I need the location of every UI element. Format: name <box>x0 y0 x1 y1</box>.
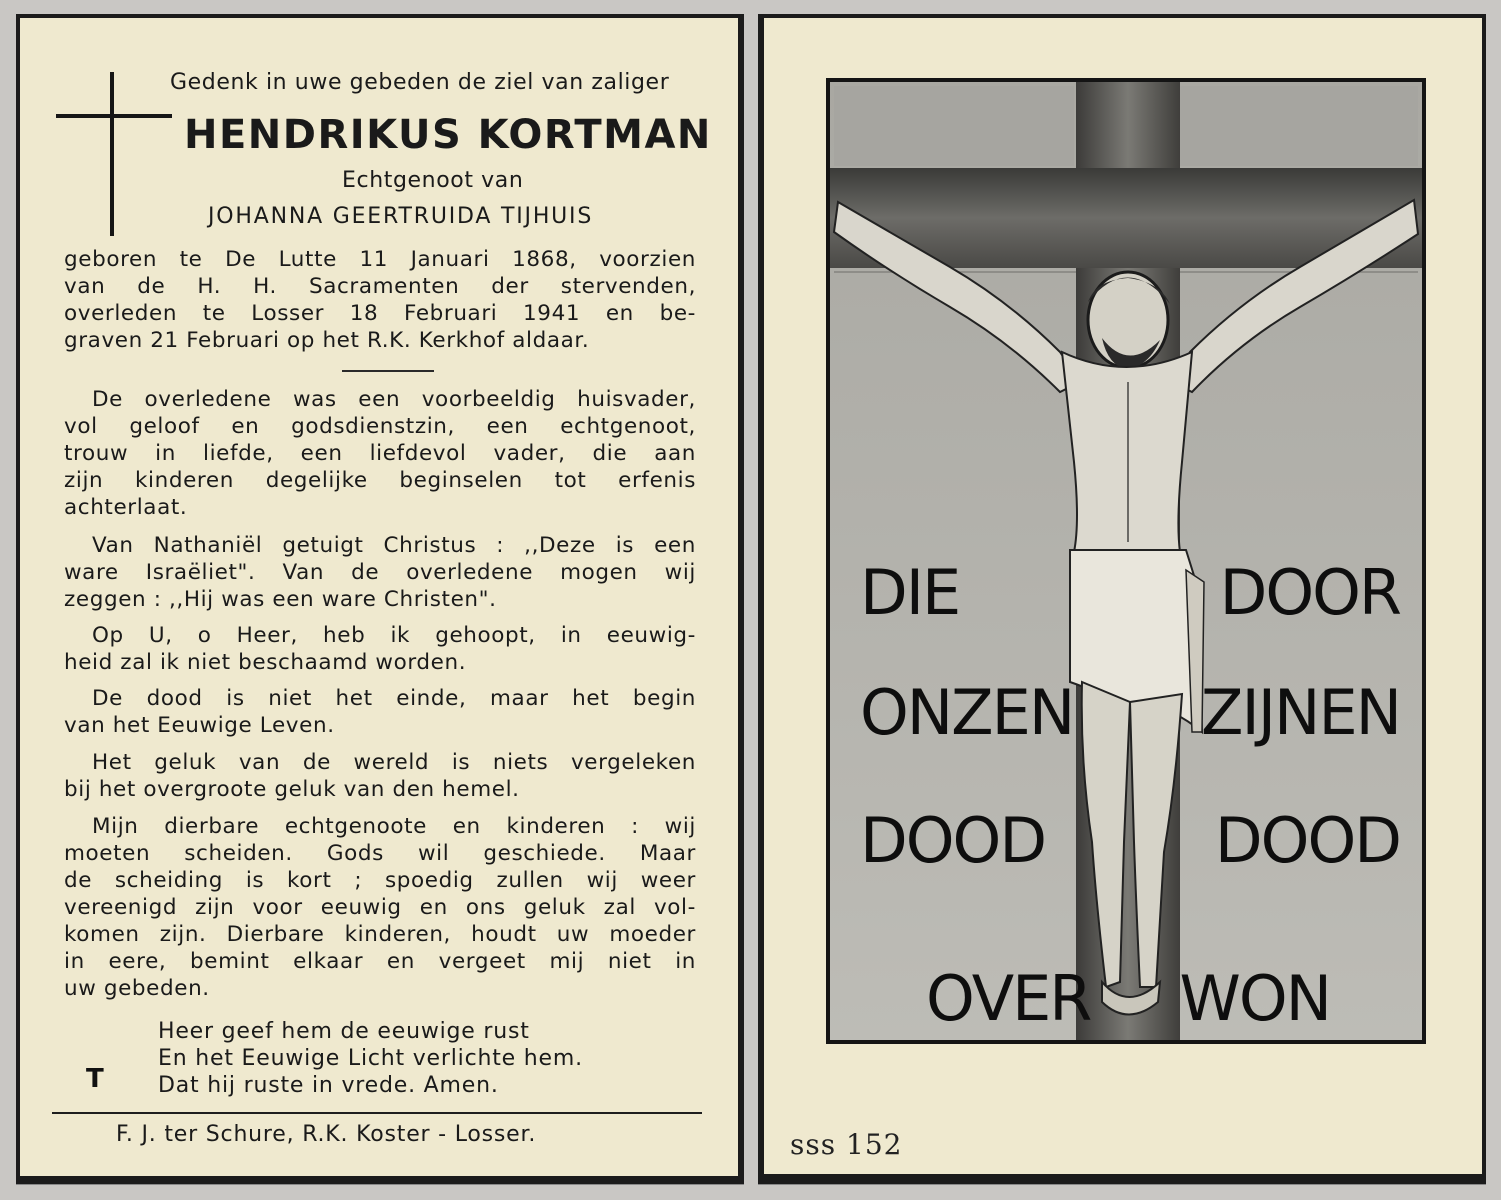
birth-death-paragraph <box>64 246 696 354</box>
text-line: zeggen : ,,Hij was een ware Christen". <box>64 587 497 612</box>
text-line: ware Israëliet". Van de overledene mogen wij <box>64 560 696 585</box>
divider <box>342 370 434 372</box>
crucifix-illustration <box>826 78 1426 1044</box>
prayer-line: Dat hij ruste in vrede. Amen. <box>158 1073 499 1098</box>
text-line: trouw in liefde, een liefdevol vader, die aan <box>64 441 696 466</box>
text-line: Mijn dierbare echtgenoote en kinderen : wij <box>92 814 696 839</box>
text-line: achterlaat. <box>64 495 188 520</box>
text-line: Het geluk van de wereld is niets vergeleken <box>92 750 696 775</box>
text-line: moeten scheiden. Gods wil geschiede. Maar <box>64 841 696 866</box>
word-onzen: ONZEN <box>860 676 1074 749</box>
word-door: DOOR <box>1219 556 1400 629</box>
small-cross-icon: T <box>86 1064 104 1094</box>
spouse-name: JOHANNA GEERTRUIDA TIJHUIS <box>208 204 594 229</box>
text-line: bij het overgroote geluk van den hemel. <box>64 777 520 802</box>
paragraph-4 <box>64 685 696 739</box>
card-code: sss 152 <box>790 1128 903 1161</box>
word-die: DIE <box>860 556 960 629</box>
word-won: WON <box>1179 962 1330 1035</box>
word-over: OVER <box>926 962 1091 1035</box>
closing-prayer <box>158 1018 583 1099</box>
memorial-card-image-side <box>758 14 1486 1184</box>
crucifix-image <box>830 82 1422 1040</box>
prayer-line: Heer geef hem de eeuwige rust <box>158 1019 530 1044</box>
text-line: komen zijn. Dierbare kinderen, houdt uw moeder <box>64 922 696 947</box>
text-line: Van Nathaniël getuigt Christus : ,,Deze is een <box>92 533 696 558</box>
paragraph-6 <box>64 813 696 1002</box>
text-line: van het Eeuwige Leven. <box>64 713 335 738</box>
word-dood-right: DOOD <box>1214 804 1400 877</box>
spouse-label: Echtgenoot van <box>342 168 524 193</box>
text-line: heid zal ik niet beschaamd worden. <box>64 650 467 675</box>
text-line: Op U, o Heer, heb ik gehoopt, in eeuwig- <box>92 623 696 648</box>
text-line: de scheiding is kort ; spoedig zullen wij weer <box>64 868 696 893</box>
birth-line: van de H. H. Sacramenten der stervenden, <box>64 274 696 299</box>
memorial-card-text-side <box>16 14 744 1184</box>
text-line: De dood is niet het einde, maar het begin <box>92 686 696 711</box>
birth-line: graven 21 Februari op het R.K. Kerkhof aldaar. <box>64 328 590 353</box>
prayer-line: En het Eeuwige Licht verlichte hem. <box>158 1046 583 1071</box>
text-line: vol geloof en godsdienstzin, een echtgenoot, <box>64 414 696 439</box>
paragraph-5 <box>64 749 696 803</box>
cross-icon-vertical <box>110 72 114 236</box>
deceased-name: HENDRIKUS KORTMAN <box>184 112 712 158</box>
birth-line: overleden te Losser 18 Februari 1941 en be- <box>64 301 696 326</box>
text-line: in eere, bemint elkaar en vergeet mij niet in <box>64 949 696 974</box>
text-line: De overledene was een voorbeeldig huisvader, <box>92 387 696 412</box>
paragraph-2 <box>64 532 696 613</box>
text-line: zijn kinderen degelijke beginselen tot erfenis <box>64 468 696 493</box>
word-zijnen: ZIJNEN <box>1201 676 1400 749</box>
birth-line: geboren te De Lutte 11 Januari 1868, voorzien <box>64 247 696 272</box>
text-line: uw gebeden. <box>64 976 210 1001</box>
word-dood-left: DOOD <box>860 804 1046 877</box>
paragraph-3 <box>64 622 696 676</box>
text-line: vereenigd zijn voor eeuwig en ons geluk zal vol- <box>64 895 696 920</box>
remember-line: Gedenk in uwe gebeden de ziel van zaliger <box>170 70 670 95</box>
printer-credit: F. J. ter Schure, R.K. Koster - Losser. <box>116 1122 537 1147</box>
cross-icon-horizontal <box>56 114 172 118</box>
paragraph-1 <box>64 386 696 521</box>
footer-divider <box>52 1112 702 1114</box>
